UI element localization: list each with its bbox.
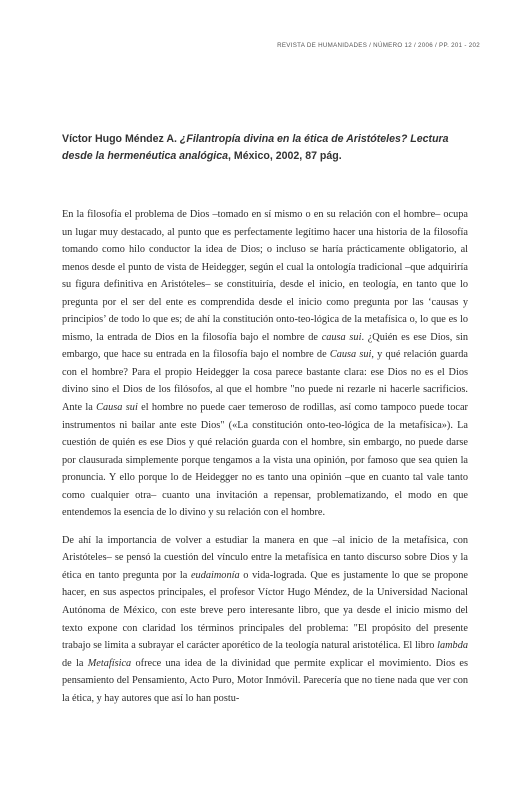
paragraph-1-italic: Causa sui — [96, 402, 138, 414]
running-header: REVISTA DE HUMANIDADES / NÚMERO 12 / 2006 / PP. 201 - 202 — [277, 42, 480, 49]
paragraph-2-italic: Metafísica — [87, 657, 132, 669]
paragraph-1-text: , y qué relación guarda con el hombre? Para el propio Heidegger la cosa parece bastante clara: ese Dios no es el Dios divino sino el Dios de los filósofos, al que el hombre "no puede ni rezarle ni hacerle sacrificios. Ante la — [62, 349, 468, 414]
paragraph-2-text: ofrece una idea de la divinidad que permite explicar el movimiento. Dios es pensamiento del Pensamiento, Acto Puro, Motor Inmóvil. Parecería que no tiene nada que ver con la ética, y hay autores que así lo han postu- — [62, 657, 468, 704]
paragraph-1 — [62, 206, 468, 522]
paragraph-2-text: De ahí la importancia de volver a estudiar la manera en que –al inicio de la metafísica, con Aristóteles– se pensó la cuestión del vínculo entre la metafísica en tanto discurso sobre Dios y la ética en tanto pregunta por la — [62, 534, 468, 581]
paragraph-1-text: . ¿Quién es ese Dios, sin embargo, que hace su entrada en la filosofía bajo el nombre de — [62, 331, 469, 361]
book-citation — [62, 131, 482, 165]
citation-title: ¿Filantropía divina en la ética de Aristóteles? Lectura desde la hermenéutica analógica — [62, 133, 449, 162]
paragraph-1-italic: causa sui — [321, 331, 362, 343]
paragraph-1-text: En la filosofía el problema de Dios –tomado en sí mismo o en su relación con el hombre– ocupa un lugar muy destacado, al punto que es perfectamente legítimo hacer una historia de la filosofía tomando como hilo conductor la idea de Dios; o incluso se haría prácticamente obligatorio, al menos desde el punto de vista de Heidegger, según el cual la ontología tradicional –que adquiriría su figura definitiva en Aristóteles– se constituiría, desde el inicio, en teología, en tanto que lo pregunta por el ser del ente es comprendida desde el inicio como pregunta por las ‘causas y principios’ de todo lo que es; de ahí la constitución onto-teo-lógica de la metafísica o, lo que es lo mismo, la entrada de Dios en la filosofía bajo el nombre de — [62, 209, 468, 343]
paragraph-2 — [62, 532, 468, 707]
paragraph-2-italic: eudaimonía — [190, 569, 240, 581]
paragraph-2-text: o vida-lograda. Que es justamente lo que se propone hacer, en sus aspectos principales, el profesor Víctor Hugo Méndez, de la Universidad Nacional Autónoma de México, con este breve pero interesante libro, que ya desde el inicio mismo del texto expone con claridad los términos principales del problema: "El propósito del presente trabajo se limita a subrayar el carácter aporético de la teología natural aristotélica. El libro — [62, 569, 468, 652]
citation-publication: , México, 2002, 87 pág. — [228, 150, 342, 162]
paragraph-1-text: el hombre no puede caer temeroso de rodillas, así como tampoco puede tocar instrumentos ni bailar ante este Dios" («La constitución onto-teo-lógica de la metafísica»). La cuestión de quién es ese Dios y qué relación guarda con el hombre, sin embargo, no puede darse por clausurada simplemente porque tengamos a la vista una opinión, por famoso que sea quien la pronuncia. Y ello porque lo de Heidegger no es tanto una opinión –que en cuanto tal vale tanto como cualquier otra– cuanto una invitación a repensar, problematizando, el modo en que entendemos la esencia de lo divino y su relación con el hombre. — [62, 402, 468, 519]
citation-author: Víctor Hugo Méndez A. — [62, 133, 177, 145]
paragraph-1-italic: Causa sui — [329, 349, 372, 361]
paragraph-2-text: de la — [62, 657, 88, 669]
paragraph-2-italic: lambda — [437, 640, 468, 652]
review-body — [62, 206, 468, 707]
